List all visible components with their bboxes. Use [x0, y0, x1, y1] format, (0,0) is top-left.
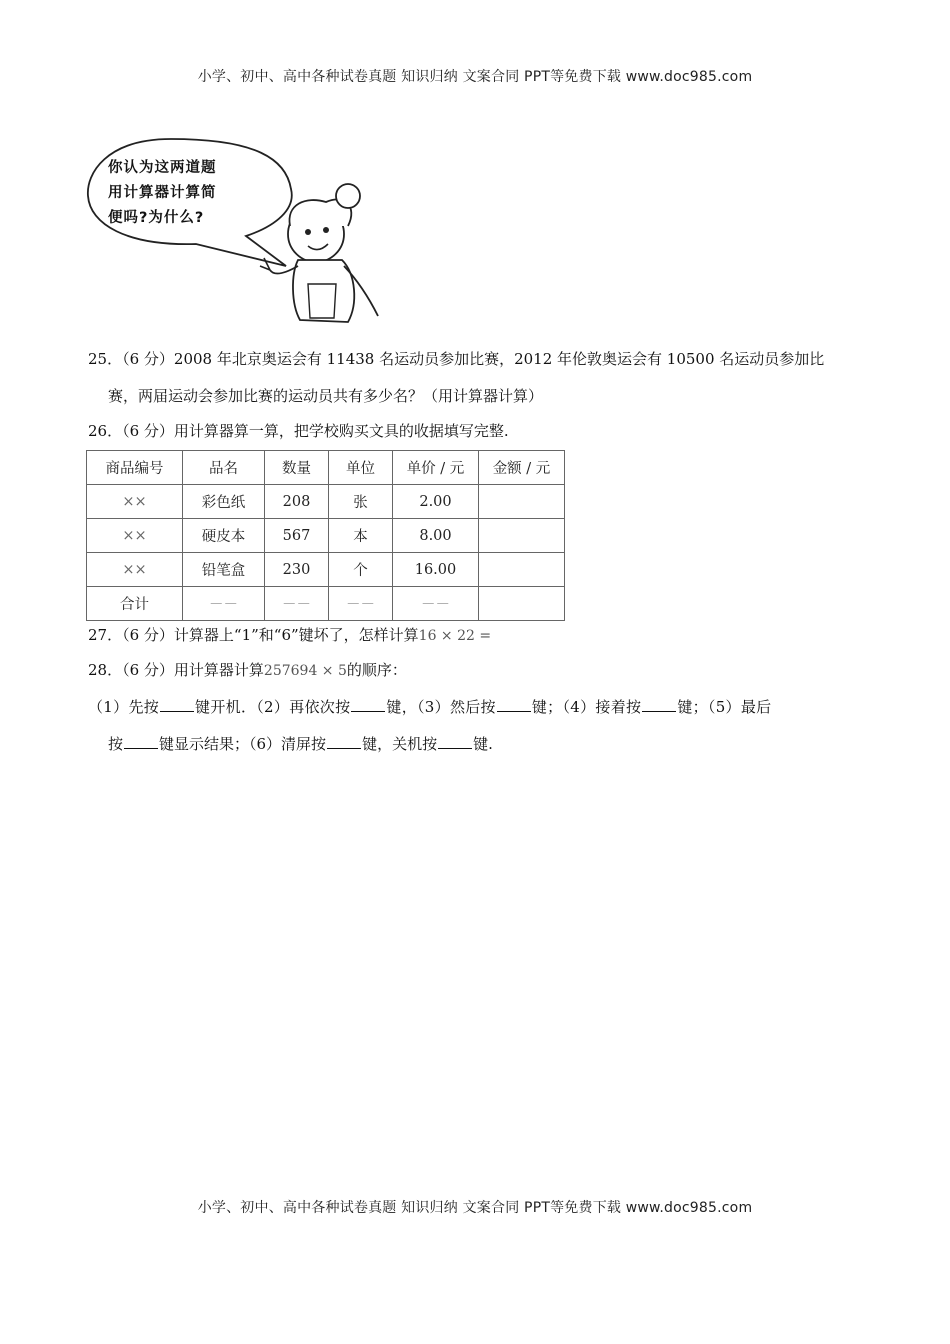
step5b-text: 键显示结果；（6）清屏按: [159, 735, 327, 753]
page-footer: 小学、初中、高中各种试卷真题 知识归纳 文案合同 PPT等免费下载 www.doc985.com: [197, 1200, 753, 1216]
q28-expression: 257694 × 5: [263, 663, 347, 679]
table-cell: －－: [393, 587, 479, 621]
table-header: 数量: [265, 451, 329, 485]
q25-line-2: 赛，两届运动会参加比赛的运动员共有多少名？（用计算器计算）: [108, 387, 544, 405]
step2b-text: 键，（3）然后按: [386, 698, 496, 716]
amount-cell[interactable]: [479, 553, 565, 587]
table-cell: 567: [265, 519, 329, 553]
answer-blank[interactable]: [642, 696, 676, 712]
table-header-row: [87, 451, 565, 485]
table-header: 单价 / 元: [393, 451, 479, 485]
step6b-text: 键，关机按: [362, 735, 438, 753]
table-header: 金额 / 元: [479, 451, 565, 485]
q27-line: [88, 624, 491, 645]
table-header: 品名: [183, 451, 265, 485]
q28-steps-line-1: [88, 696, 771, 717]
bubble-line-3: 便吗?为什么?: [108, 210, 205, 226]
table-cell: ××: [87, 519, 183, 553]
answer-blank[interactable]: [124, 733, 158, 749]
table-cell: 2.00: [393, 485, 479, 519]
table-total-row: [87, 587, 565, 621]
step4b-text: 键；（5）最后: [677, 698, 772, 716]
q28-text-b: 的顺序：: [346, 661, 407, 679]
answer-blank[interactable]: [438, 733, 472, 749]
table-cell: 本: [329, 519, 393, 553]
table-cell: 张: [329, 485, 393, 519]
answer-blank[interactable]: [351, 696, 385, 712]
step5a-text: 按: [108, 735, 124, 753]
q27-text: 27．（6 分）计算器上“1”和“6”键坏了，怎样计算: [88, 626, 419, 644]
table-cell: －－: [183, 587, 265, 621]
step6c-text: 键.: [473, 735, 493, 753]
answer-blank[interactable]: [497, 696, 531, 712]
step3b-text: 键；（4）接着按: [531, 698, 642, 716]
q28-text-a: 28．（6 分）用计算器计算: [88, 661, 264, 679]
table-cell: 16.00: [393, 553, 479, 587]
bubble-line-2: 用计算器计算简: [108, 185, 217, 201]
table-header: 单位: [329, 451, 393, 485]
q25-line-1: 25．（6 分）2008 年北京奥运会有 11438 名运动员参加比赛，2012 年伦敦奥运会有 10500 名运动员参加比: [88, 350, 825, 368]
bubble-line-1: 你认为这两道题: [108, 160, 217, 176]
table-cell: 铅笔盒: [183, 553, 265, 587]
table-header: 商品编号: [87, 451, 183, 485]
table-row: [87, 553, 565, 587]
table-cell: 硬皮本: [183, 519, 265, 553]
table-cell: ××: [87, 485, 183, 519]
answer-blank[interactable]: [327, 733, 361, 749]
table-cell: 208: [265, 485, 329, 519]
table-cell: 8.00: [393, 519, 479, 553]
girl-speech-illustration: [86, 134, 396, 330]
amount-cell[interactable]: [479, 519, 565, 553]
table-cell: 230: [265, 553, 329, 587]
amount-cell[interactable]: [479, 587, 565, 621]
page-header: 小学、初中、高中各种试卷真题 知识归纳 文案合同 PPT等免费下载 www.doc985.com: [197, 69, 753, 85]
step1b-text: 键开机．（2）再依次按: [195, 698, 351, 716]
q28-steps-line-2: [108, 733, 493, 754]
amount-cell[interactable]: [479, 485, 565, 519]
q28-line: [88, 659, 407, 680]
answer-blank[interactable]: [160, 696, 194, 712]
q26-text: 26．（6 分）用计算器算一算，把学校购买文具的收据填写完整.: [88, 422, 509, 440]
q27-expression: 16 × 22 =: [418, 628, 492, 644]
table-cell: －－: [265, 587, 329, 621]
table-cell: ××: [87, 553, 183, 587]
receipt-table: [86, 450, 565, 621]
table-cell: 彩色纸: [183, 485, 265, 519]
table-row: [87, 519, 565, 553]
table-cell: 个: [329, 553, 393, 587]
table-cell: －－: [329, 587, 393, 621]
table-cell: 合计: [87, 587, 183, 621]
step1-text: （1）先按: [88, 698, 160, 716]
table-row: [87, 485, 565, 519]
